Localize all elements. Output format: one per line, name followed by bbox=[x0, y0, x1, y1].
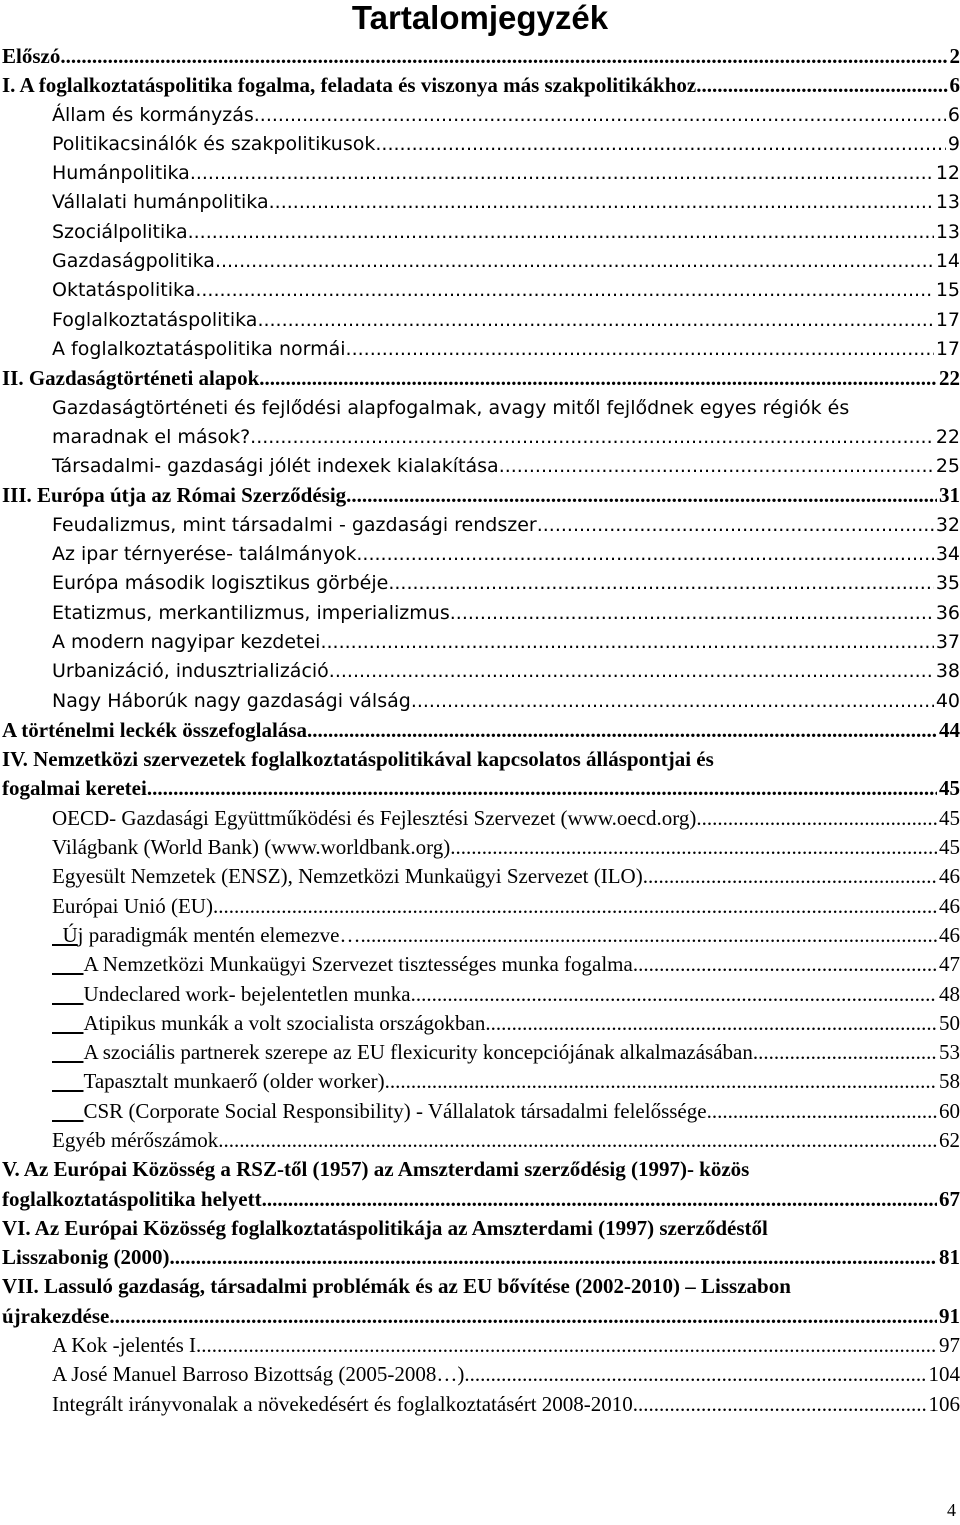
toc-entry-page: 35 bbox=[935, 572, 960, 595]
toc-entry-page: 34 bbox=[935, 543, 960, 566]
toc-entry[interactable] bbox=[2, 862, 960, 891]
toc-entry[interactable] bbox=[2, 892, 960, 921]
toc-entry-title: Gazdaságpolitika bbox=[52, 250, 215, 273]
dot-leader bbox=[188, 218, 934, 247]
toc-entry-title: OECD- Gazdasági Együttműködési és Fejlesztési Szervezet (www.oecd.org) bbox=[52, 805, 697, 830]
toc-entry-title: III. Európa útja az Római Szerződésig bbox=[2, 483, 347, 508]
dot-leader bbox=[360, 921, 937, 950]
toc-entry[interactable] bbox=[2, 569, 960, 598]
toc-entry-title: Etatizmus, merkantilizmus, imperializmus bbox=[52, 601, 450, 624]
toc-entry[interactable] bbox=[2, 628, 960, 657]
toc-entry-title: Egyéb mérőszámok bbox=[52, 1127, 219, 1152]
dot-leader bbox=[307, 716, 937, 745]
dot-leader bbox=[213, 892, 937, 921]
dot-leader bbox=[346, 481, 937, 510]
toc-entry[interactable] bbox=[2, 1155, 960, 1214]
toc-entry[interactable] bbox=[2, 276, 960, 305]
toc-entry-page: 45 bbox=[939, 776, 960, 801]
toc-entry-title: Európa második logisztikus görbéje bbox=[52, 572, 389, 595]
dot-leader bbox=[147, 774, 937, 803]
dot-leader bbox=[385, 1067, 937, 1096]
toc-entry[interactable] bbox=[2, 71, 960, 100]
dot-leader bbox=[250, 423, 934, 452]
dot-leader bbox=[643, 862, 937, 891]
toc-entry-title-line1: VI. Az Európai Közösség foglalkoztatáspolitikája az Amszterdami (1997) szerződéstől bbox=[2, 1215, 768, 1240]
dot-leader bbox=[633, 950, 937, 979]
toc-entry[interactable] bbox=[2, 804, 960, 833]
toc-entry-marker bbox=[52, 950, 84, 979]
toc-entry-page: 36 bbox=[935, 601, 960, 624]
dot-leader bbox=[696, 804, 937, 833]
toc-entry-title: Világbank (World Bank) (www.worldbank.org) bbox=[52, 835, 451, 860]
toc-entry-title: Tapasztalt munkaerő (older worker) bbox=[83, 1069, 385, 1094]
toc-entry[interactable] bbox=[2, 335, 960, 364]
dot-leader bbox=[753, 1038, 937, 1067]
toc-entry-page: 104 bbox=[928, 1362, 960, 1387]
toc-entry-page: 46 bbox=[939, 864, 960, 889]
toc-entry-title: CSR (Corporate Social Responsibility) - Vállalatok társadalmi felelőssége bbox=[83, 1098, 707, 1123]
toc-entry-title: A modern nagyipar kezdetei bbox=[52, 630, 321, 653]
toc-entry-title: j paradigmák mentén elemezve… bbox=[77, 922, 361, 947]
toc-entry-marker bbox=[52, 1097, 84, 1126]
dot-leader bbox=[388, 569, 933, 598]
toc-entry-page: 47 bbox=[939, 952, 960, 977]
toc-entry[interactable] bbox=[2, 452, 960, 481]
toc-entry-page: 45 bbox=[939, 805, 960, 830]
toc-entry-page: 6 bbox=[949, 73, 960, 98]
toc-entry[interactable] bbox=[2, 1126, 960, 1155]
toc-entry-page: 22 bbox=[935, 425, 960, 448]
dot-leader bbox=[169, 1243, 937, 1272]
toc-entry-title: Lisszabonig (2000) bbox=[2, 1245, 170, 1270]
toc-entry-page: 17 bbox=[935, 337, 960, 360]
toc-entry[interactable] bbox=[2, 394, 960, 453]
toc-entry-title: I. A foglalkoztatáspolitika fogalma, feladata és viszonya más szakpolitikákhoz bbox=[2, 73, 697, 98]
toc-entry[interactable] bbox=[2, 1009, 960, 1038]
toc-entry-page: 22 bbox=[939, 366, 960, 391]
toc-entry-marker bbox=[52, 980, 84, 1009]
toc-entry-marker bbox=[52, 1009, 84, 1038]
dot-leader bbox=[450, 833, 937, 862]
toc-entry-title: A szociális partnerek szerepe az EU flexicurity koncepciójának alkalmazásában bbox=[83, 1040, 753, 1065]
toc-entry-page: 38 bbox=[935, 660, 960, 683]
toc-entry-title: Oktatáspolitika bbox=[52, 279, 196, 302]
toc-entry-page: 81 bbox=[939, 1245, 960, 1270]
toc-entry-title-line1: IV. Nemzetközi szervezetek foglalkoztatáspolitikával kapcsolatos álláspontjai és bbox=[2, 747, 714, 772]
toc-entry-marker bbox=[52, 1067, 84, 1096]
toc-entry-page: 106 bbox=[928, 1391, 960, 1416]
toc-entry-title: Integrált irányvonalak a növekedésért és foglalkoztatásért 2008-2010 bbox=[52, 1391, 633, 1416]
toc-entry[interactable] bbox=[2, 921, 960, 950]
toc-entry[interactable] bbox=[2, 511, 960, 540]
toc-entry-page: 25 bbox=[935, 455, 960, 478]
table-of-contents bbox=[2, 42, 960, 1419]
dot-leader bbox=[450, 599, 934, 628]
dot-leader bbox=[499, 452, 934, 481]
toc-entry[interactable] bbox=[2, 42, 960, 71]
toc-entry[interactable] bbox=[2, 1390, 960, 1419]
toc-entry[interactable] bbox=[2, 657, 960, 686]
toc-entry-page: 13 bbox=[935, 191, 960, 214]
dot-leader bbox=[254, 101, 946, 130]
toc-entry-title: Vállalati humánpolitika bbox=[52, 191, 269, 214]
toc-entry[interactable] bbox=[2, 218, 960, 247]
toc-entry[interactable] bbox=[2, 130, 960, 159]
dot-leader bbox=[195, 276, 933, 305]
dot-leader bbox=[411, 980, 937, 1009]
toc-entry-title: Európai Unió (EU) bbox=[52, 893, 213, 918]
toc-entry-page: 32 bbox=[935, 513, 960, 536]
dot-leader bbox=[375, 130, 946, 159]
toc-entry-title: A Kok -jelentés I. bbox=[52, 1333, 202, 1358]
toc-entry-page: 40 bbox=[935, 689, 960, 712]
toc-entry[interactable] bbox=[2, 159, 960, 188]
toc-entry-page: 6 bbox=[947, 103, 960, 126]
toc-entry-page: 67 bbox=[939, 1186, 960, 1211]
toc-entry-page: 31 bbox=[939, 483, 960, 508]
toc-entry[interactable] bbox=[2, 188, 960, 217]
toc-entry-title: A foglalkoztatáspolitika normái bbox=[52, 337, 346, 360]
toc-entry-title: Politikacsinálók és szakpolitikusok bbox=[52, 132, 376, 155]
toc-entry-title: Az ipar térnyerése- találmányok bbox=[52, 543, 357, 566]
toc-entry-title-line1: V. Az Európai Közösség a RSZ-től (1957) az Amszterdami szerződésig (1997)- közös bbox=[2, 1157, 750, 1182]
toc-entry-page: 9 bbox=[947, 132, 960, 155]
dot-leader bbox=[633, 1390, 927, 1419]
toc-entry-title: Feudalizmus, mint társadalmi - gazdasági rendszer bbox=[52, 513, 537, 536]
toc-entry[interactable] bbox=[2, 980, 960, 1009]
toc-entry[interactable] bbox=[2, 716, 960, 745]
dot-leader bbox=[696, 71, 947, 100]
dot-leader bbox=[109, 1302, 937, 1331]
toc-entry-marker: Ú bbox=[52, 922, 78, 947]
toc-entry-page: 13 bbox=[935, 220, 960, 243]
toc-entry-title: Szociálpolitika bbox=[52, 220, 188, 243]
toc-entry[interactable] bbox=[2, 1097, 960, 1126]
toc-entry-page: 46 bbox=[939, 922, 960, 947]
page-title: Tartalomjegyzék bbox=[351, 0, 609, 36]
dot-leader bbox=[346, 335, 934, 364]
toc-entry-title: foglalkoztatáspolitika helyett bbox=[2, 1186, 262, 1211]
toc-entry-page: 15 bbox=[935, 279, 960, 302]
toc-entry[interactable] bbox=[2, 101, 960, 130]
toc-entry-title: II. Gazdaságtörténeti alapok bbox=[2, 366, 260, 391]
toc-entry-title: A történelmi leckék összefoglalása bbox=[2, 717, 308, 742]
toc-entry-page: 12 bbox=[935, 162, 960, 185]
toc-entry[interactable] bbox=[2, 1360, 960, 1389]
dot-leader bbox=[257, 306, 933, 335]
toc-entry-title: fogalmai keretei bbox=[2, 776, 147, 801]
toc-entry-title: Urbanizáció, indusztrializáció bbox=[52, 660, 329, 683]
toc-entry[interactable] bbox=[2, 950, 960, 979]
toc-entry-page: 58 bbox=[939, 1069, 960, 1094]
toc-entry-title: Nagy Háborúk nagy gazdasági válság bbox=[52, 689, 411, 712]
toc-entry-title: Társadalmi- gazdasági jólét indexek kialakítása bbox=[52, 455, 499, 478]
toc-entry[interactable] bbox=[2, 687, 960, 716]
dot-leader bbox=[262, 1185, 937, 1214]
toc-entry-title: Foglalkoztatáspolitika bbox=[52, 308, 258, 331]
toc-entry[interactable] bbox=[2, 1331, 960, 1360]
toc-entry-title: A Nemzetközi Munkaügyi Szervezet tisztességes munka fogalma bbox=[83, 952, 633, 977]
dot-leader bbox=[60, 42, 947, 71]
dot-leader bbox=[269, 188, 934, 217]
dot-leader bbox=[201, 1331, 937, 1360]
dot-leader bbox=[259, 364, 937, 393]
toc-entry[interactable] bbox=[2, 1038, 960, 1067]
toc-entry[interactable] bbox=[2, 247, 960, 276]
toc-entry-page: 2 bbox=[949, 44, 960, 68]
toc-entry-page: 97 bbox=[939, 1333, 960, 1358]
page-number: 4 bbox=[947, 1500, 956, 1520]
toc-entry-page: 17 bbox=[935, 308, 960, 331]
toc-entry-title: Előszó bbox=[2, 44, 61, 68]
toc-entry-page: 46 bbox=[939, 893, 960, 918]
toc-entry[interactable] bbox=[2, 364, 960, 393]
toc-entry[interactable] bbox=[2, 1214, 960, 1273]
toc-entry[interactable] bbox=[2, 745, 960, 804]
toc-entry-page: 53 bbox=[939, 1040, 960, 1065]
dot-leader bbox=[537, 511, 934, 540]
toc-entry-title: Undeclared work- bejelentetlen munka bbox=[83, 981, 411, 1006]
toc-entry-title-line1: Gazdaságtörténeti és fejlődési alapfogalmak, avagy mitől fejlődnek egyes régiók és bbox=[52, 396, 850, 419]
toc-entry[interactable] bbox=[2, 1067, 960, 1096]
toc-entry-page: 50 bbox=[939, 1010, 960, 1035]
toc-entry-title: maradnak el mások? bbox=[52, 425, 251, 448]
toc-entry[interactable] bbox=[2, 306, 960, 335]
dot-leader bbox=[190, 159, 934, 188]
toc-entry-title: A José Manuel Barroso Bizottság (2005-2008…) bbox=[52, 1362, 465, 1387]
toc-entry-page: 14 bbox=[935, 250, 960, 273]
toc-entry-page: 45 bbox=[939, 835, 960, 860]
toc-entry-title-line1: VII. Lassuló gazdaság, társadalmi problémák és az EU bővítése (2002-2010) – Lisszabon bbox=[2, 1274, 791, 1299]
toc-entry-page: 62 bbox=[939, 1127, 960, 1152]
dot-leader bbox=[464, 1360, 926, 1389]
toc-entry-title: Atipikus munkák a volt szocialista országokban bbox=[83, 1010, 486, 1035]
dot-leader bbox=[356, 540, 933, 569]
toc-entry-title: újrakezdése bbox=[2, 1303, 110, 1328]
toc-entry-title: Humánpolitika bbox=[52, 162, 190, 185]
dot-leader bbox=[411, 687, 934, 716]
toc-entry-marker bbox=[52, 1038, 84, 1067]
toc-entry[interactable] bbox=[2, 540, 960, 569]
toc-entry-page: 48 bbox=[939, 981, 960, 1006]
toc-entry[interactable] bbox=[2, 481, 960, 510]
toc-entry[interactable] bbox=[2, 599, 960, 628]
toc-entry[interactable] bbox=[2, 1272, 960, 1331]
dot-leader bbox=[218, 1126, 937, 1155]
toc-entry-page: 44 bbox=[939, 717, 960, 742]
toc-entry-title: Egyesült Nemzetek (ENSZ), Nemzetközi Munkaügyi Szervezet (ILO) bbox=[52, 864, 643, 889]
toc-entry-page: 37 bbox=[935, 630, 960, 653]
dot-leader bbox=[485, 1009, 937, 1038]
dot-leader bbox=[320, 628, 933, 657]
toc-entry-page: 60 bbox=[939, 1098, 960, 1123]
toc-entry[interactable] bbox=[2, 833, 960, 862]
dot-leader bbox=[329, 657, 934, 686]
toc-entry-title: Állam és kormányzás bbox=[52, 103, 254, 126]
dot-leader bbox=[215, 247, 934, 276]
dot-leader bbox=[707, 1097, 937, 1126]
toc-entry-page: 91 bbox=[939, 1303, 960, 1328]
